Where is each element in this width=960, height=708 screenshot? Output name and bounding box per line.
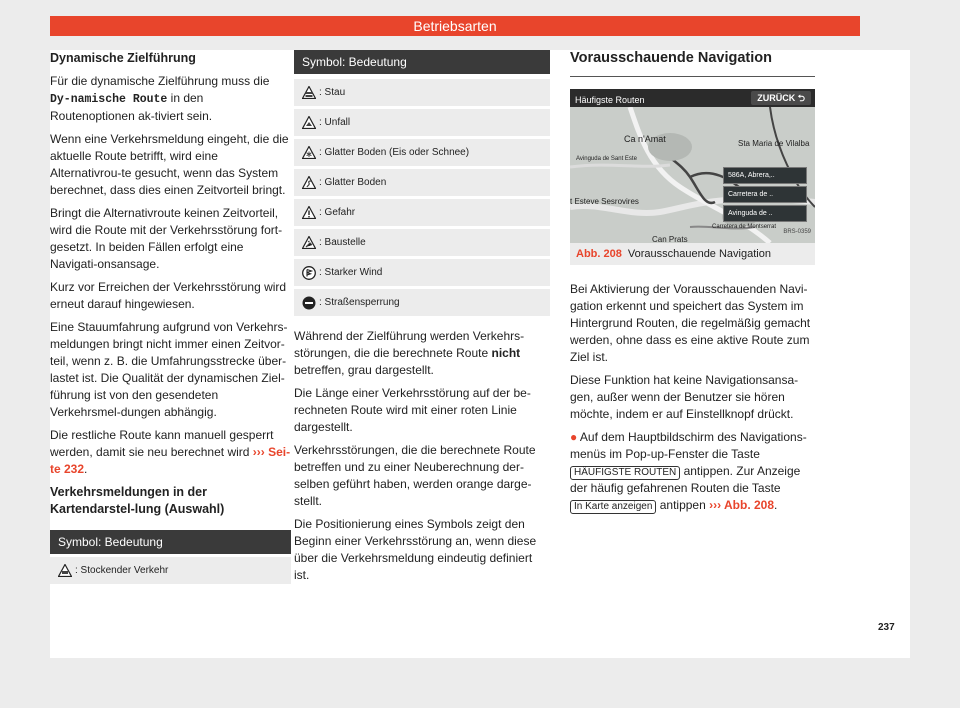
left-column (50, 50, 291, 587)
middle-column (294, 50, 550, 590)
back-arrow-icon: ⮌ (797, 93, 805, 103)
paragraph: Bringt die Alternativroute keinen Zeitvorteil, wird die Route mit der Verkehrsstörung fort-gesetzt. In beiden Fällen erfolgt eine Navigati-onsansage. (50, 206, 283, 271)
instruction-paragraph: ● Auf dem Hauptbildschirm des Navigations-menüs im Pop-up-Fenster die Taste HÄUFIGSTE ROUTEN antippen. Zur Anzeige der häufig gefahrenen Routen die Taste In Karte anzeigen antippen ››› Abb. 208. (570, 430, 807, 512)
table-row: : Gefahr (294, 199, 550, 226)
route-option-code: Dy-namische Route (50, 93, 168, 106)
figure-reference-link[interactable]: ››› Abb. 208 (709, 498, 775, 512)
table-row: : Starker Wind (294, 259, 550, 286)
accident-triangle-icon (302, 116, 316, 129)
paragraph: Diese Funktion hat keine Navigationsansa-gen, außer wenn der Benutzer sie hören möchte, indem er auf Einstellknopf drückt. (570, 373, 799, 421)
paragraph: Während der Zielführung werden Verkehrs-störungen, die die berechnete Route nicht betreffen, grau dargestellt. (294, 329, 525, 377)
paragraph: Für die dynamische Zielführung muss die Dy-namische Route in den Routenoptionen ak-tiviert sein. (50, 74, 270, 123)
paragraph: Eine Stauumfahrung aufgrund von Verkehrs-meldungen bringt nicht immer einen Zeitvor-teil, wenn z. B. die Umfahrungsstrecke über-lastet ist. Die Qualität der dynamischen Ziel-führung ist von den gesendeten Verkehrsmel-dungen abhängig. (50, 320, 288, 419)
paragraph: Verkehrsstörungen, die die berechnete Route betreffen und zu einer Neuberechnung der-selben geführt haben, werden orange darge-stellt. (294, 443, 536, 508)
map-label: t Esteve Sesrovires (570, 197, 639, 206)
paragraph: Die Länge einer Verkehrsstörung auf der be-rechneten Route wird mit einer roten Linie dargestellt. (294, 386, 531, 434)
table-row: : Unfall (294, 109, 550, 136)
map-label: Carretera de Montserrat (712, 224, 777, 230)
route-list-item[interactable]: 586A, Abrera,.. (723, 167, 807, 184)
table-row: : Straßensperrung (294, 289, 550, 316)
route-list-item[interactable]: Avinguda de .. (723, 205, 807, 222)
frequent-routes-key: HÄUFIGSTE ROUTEN (570, 466, 680, 480)
map-label: Avinguda de Sant Este (576, 156, 637, 162)
navigation-screenshot (570, 89, 815, 243)
paragraph: Kurz vor Erreichen der Verkehrsstörung wird erneut darauf hingewiesen. (50, 280, 287, 311)
bullet-icon: ● (570, 430, 578, 444)
page-number: 237 (878, 622, 895, 633)
map-title: Häufigste Routen (575, 95, 645, 105)
show-on-map-key: In Karte anzeigen (570, 500, 656, 514)
map-title-bar (570, 89, 815, 107)
danger-triangle-icon (302, 206, 316, 219)
heading-dynamic-guidance: Dynamische Zielführung (50, 51, 196, 65)
back-button[interactable]: ZURÜCK ⮌ (751, 91, 811, 105)
paragraph: Wenn eine Verkehrsmeldung eingeht, die die aktuelle Route betrifft, wird eine Alternativrou-te gesucht, wenn das System berechnet, dass dies einen Zeitvorteil bringt. (50, 132, 289, 197)
paragraph: Die restliche Route kann manuell gesperrt werden, damit sie neu berechnet wird ››› Sei-te 232. (50, 428, 291, 476)
page-reference-link[interactable]: ››› Sei-te 232 (50, 445, 291, 476)
route-list-item[interactable]: Carretera de .. (723, 186, 807, 203)
figure-caption: Abb. 208 Vorausschauende Navigation (570, 243, 815, 265)
map-label: Sta Maria de Vilalba (738, 139, 810, 148)
table-row: : Stockender Verkehr (50, 557, 291, 584)
traffic-jam-triangle-icon (302, 86, 316, 99)
map-label: Ca n'Amat (624, 134, 666, 144)
image-code: BRS-0359 (783, 229, 811, 235)
section-title: Vorausschauende Navigation (570, 50, 815, 77)
table-header: Symbol: Bedeutung (294, 50, 550, 74)
table-row: : Glatter Boden (Eis oder Schnee) (294, 139, 550, 166)
paragraph: Bei Aktivierung der Vorausschauenden Navi-gation erkennt und speichert das System im Hintergrund Routen, die regelmäßig gemacht werden, ohne dass es eine aktive Route zum Ziel ist. (570, 282, 811, 364)
table-row: : Stau (294, 79, 550, 106)
map-label: Can Prats (652, 235, 688, 243)
ice-snow-triangle-icon (302, 146, 316, 159)
table-header: Symbol: Bedeutung (50, 530, 291, 554)
heading-traffic-messages: Verkehrsmeldungen in der Kartendarstel-lung (Auswahl) (50, 485, 225, 516)
slippery-road-triangle-icon (302, 176, 316, 189)
wind-circle-icon (302, 266, 316, 280)
section-header: Betriebsarten (50, 16, 860, 36)
roadworks-triangle-icon (302, 236, 316, 249)
table-row: : Baustelle (294, 229, 550, 256)
road-closed-icon (302, 296, 316, 310)
paragraph: Die Positionierung eines Symbols zeigt den Beginn einer Verkehrsstörung an, wenn diese über die Verkehrsmeldung eindeutig definiert ist. (294, 517, 537, 582)
traffic-triangle-icon (58, 564, 72, 577)
table-row: : Glatter Boden (294, 169, 550, 196)
right-column (570, 50, 815, 520)
